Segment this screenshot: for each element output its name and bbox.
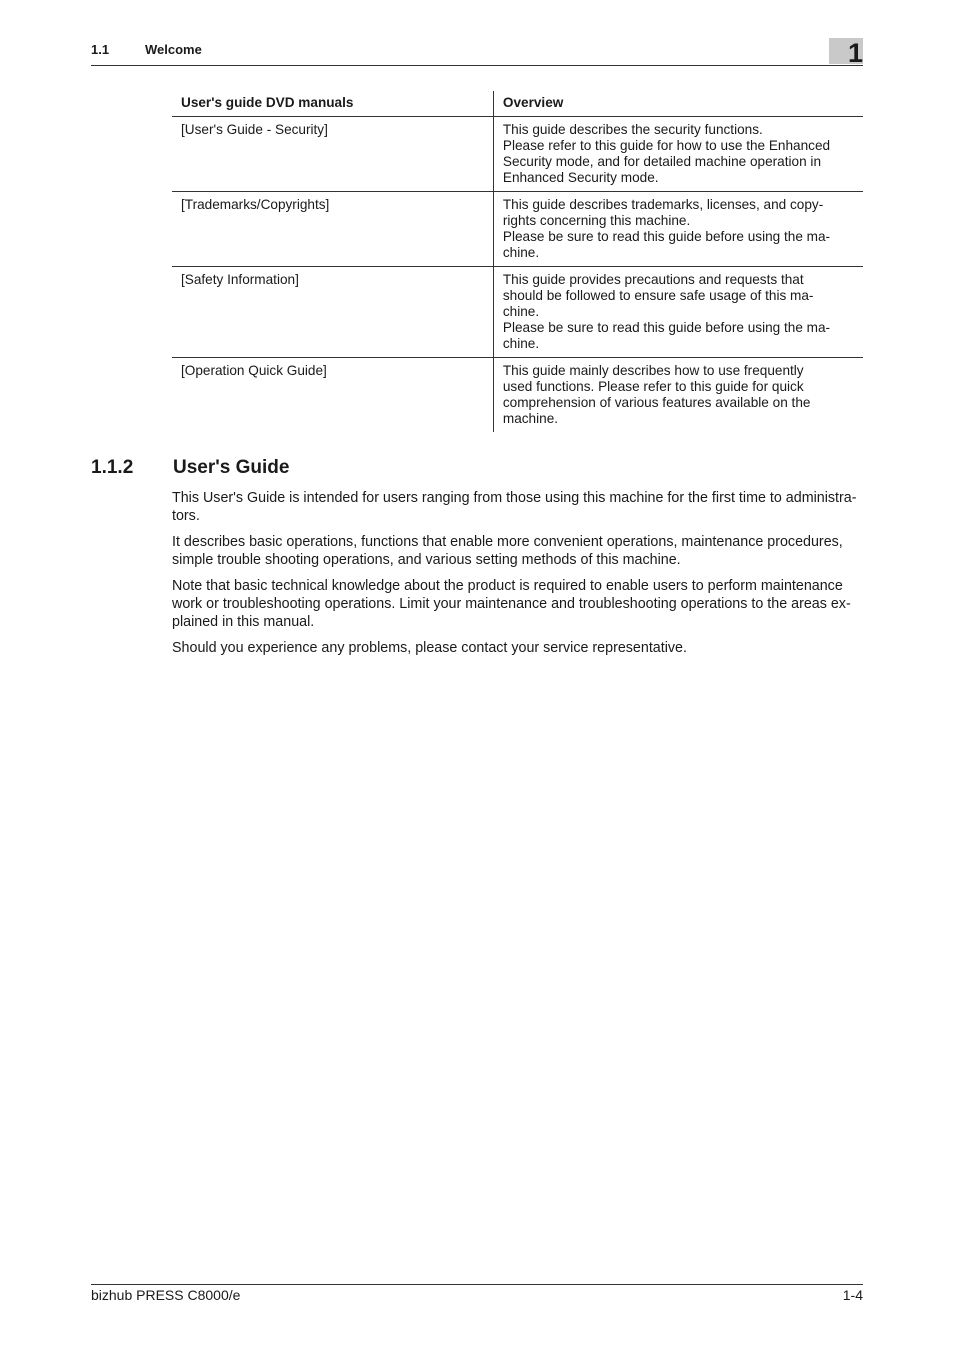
footer-divider [91, 1284, 863, 1285]
paragraph [172, 533, 864, 569]
overview-line: Security mode, and for detailed machine operation in [502, 153, 822, 169]
overview-line: This guide describes the security functions. [502, 121, 763, 137]
column-header-overview: Overview [493, 91, 863, 116]
paragraph [172, 577, 864, 631]
manual-overview [493, 266, 863, 357]
overview-line: chine. [502, 303, 540, 319]
footer-page-number: 1-4 [842, 1287, 863, 1303]
manual-overview [493, 116, 863, 191]
paragraph-line: work or troubleshooting operations. Limit your maintenance and troubleshooting operations to the areas ex- [172, 596, 851, 612]
footer-product-name: bizhub PRESS C8000/e [91, 1287, 241, 1303]
table-row [172, 191, 863, 266]
overview-line: This guide mainly describes how to use frequently [502, 362, 804, 378]
overview-line: should be followed to ensure safe usage of this ma- [502, 287, 814, 303]
table-row [172, 266, 863, 357]
header-divider [91, 65, 863, 66]
paragraph-line: This User's Guide is intended for users ranging from those using this machine for the first time to administra- [172, 490, 857, 506]
column-header-manuals: User's guide DVD manuals [172, 91, 493, 116]
paragraph-line: plained in this manual. [172, 614, 315, 630]
header-section-title: Welcome [145, 42, 202, 57]
chapter-tab [829, 38, 863, 68]
overview-line: used functions. Please refer to this guide for quick [502, 378, 804, 394]
table-header-row [172, 91, 863, 116]
overview-line: This guide describes trademarks, licenses, and copy- [502, 196, 824, 212]
manuals-table [172, 91, 863, 432]
overview-line: chine. [502, 335, 540, 351]
section-heading [91, 457, 289, 479]
manual-name: [User's Guide - Security] [172, 116, 493, 191]
paragraph-line: tors. [172, 508, 200, 524]
table-row [172, 116, 863, 191]
paragraph [172, 639, 864, 657]
overview-line: chine. [502, 244, 540, 260]
overview-line: Please be sure to read this guide before using the ma- [502, 228, 831, 244]
overview-line: rights concerning this machine. [502, 212, 691, 228]
running-header [91, 42, 202, 57]
paragraph-line: simple trouble shooting operations, and various setting methods of this machine. [172, 552, 681, 568]
section-title: User's Guide [173, 457, 290, 478]
paragraph [172, 489, 864, 525]
manual-overview [493, 191, 863, 266]
manual-name: [Trademarks/Copyrights] [172, 191, 493, 266]
paragraph-line: It describes basic operations, functions that enable more convenient operations, maintenance procedures, [172, 534, 843, 550]
overview-line: comprehension of various features available on the [502, 394, 811, 410]
chapter-number: 1 [847, 38, 863, 68]
overview-line: Enhanced Security mode. [502, 169, 659, 185]
manual-overview [493, 357, 863, 432]
table-row [172, 357, 863, 432]
paragraph-line: Note that basic technical knowledge about the product is required to enable users to perform maintenance [172, 578, 843, 594]
header-section-number: 1.1 [91, 42, 110, 57]
overview-line: This guide provides precautions and requests that [502, 271, 804, 287]
overview-line: Please refer to this guide for how to use the Enhanced [502, 137, 831, 153]
manual-name: [Safety Information] [172, 266, 493, 357]
section-number: 1.1.2 [91, 457, 134, 478]
manual-name: [Operation Quick Guide] [172, 357, 493, 432]
overview-line: machine. [502, 410, 559, 426]
overview-line: Please be sure to read this guide before using the ma- [502, 319, 831, 335]
paragraph-line: Should you experience any problems, please contact your service representative. [172, 640, 687, 656]
